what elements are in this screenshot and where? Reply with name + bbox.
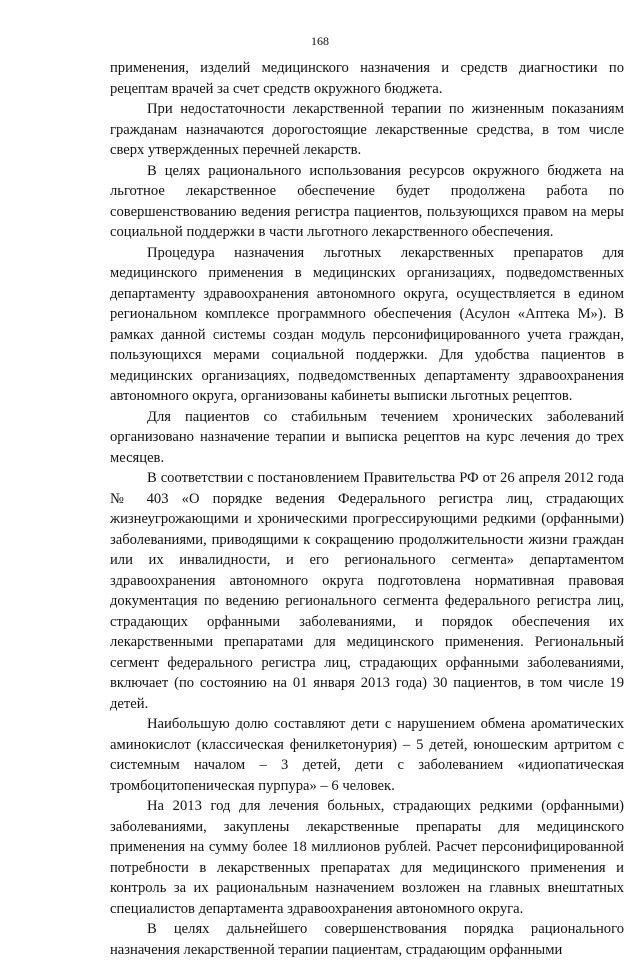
page-number: 168 xyxy=(311,34,329,48)
paragraph-children-share: Наибольшую долю составляют дети с нарушением обмена ароматических аминокислот (классическая фенилкетонурия) – 5 детей, юношеским артритом с системным началом – 3 детей, дети с заболеванием «идиопатическая тромбоцитопеническая пурпура» – 6 человек. xyxy=(110,716,624,794)
paragraph-prescription-procedure: Процедура назначения льготных лекарственных препаратов для медицинского применения в медицинских организациях, подведомственных департаменту здравоохранения автономного округа, осуществляется в едином региональном комплексе программного обеспечения (Асулон «Аптека М»). В рамках данной системы создан модуль персонифицированного учета граждан, пользующихся мерами социальной поддержки. Для удобства пациентов в медицинских организациях, подведомственных департаменту здравоохранения автономного округа, организованы кабинеты выписки льготных рецептов. xyxy=(110,244,624,404)
paragraph-further-improvement: В целях дальнейшего совершенствования порядка рационального назначения лекарственной терапии пациентам, страдающим орфанными xyxy=(110,921,624,958)
paragraph-patient-register: В целях рационального использования ресурсов окружного бюджета на льготное лекарственное обеспечение будет продолжена работа по совершенствованию ведения регистра пациентов, пользующихся правом на меры социальной поддержки в части льготного лекарственного обеспечения. xyxy=(110,162,624,240)
paragraph-chronic-patients: Для пациентов со стабильным течением хронических заболеваний организовано назначение терапии и выписка рецептов на курс лечения до трех месяцев. xyxy=(110,408,624,466)
body-text xyxy=(110,58,624,960)
paragraph-continued: применения, изделий медицинского назначения и средств диагностики по рецептам врачей за счет средств окружного бюджета. xyxy=(110,60,624,97)
paragraph-procurement-2013: На 2013 год для лечения больных, страдающих редкими (орфанными) заболеваниями, закуплены лекарственные препараты для медицинского применения на сумму более 18 миллионов рублей. Расчет персонифицированной потребности в лекарственных препаратах для медицинского применения и контроль за их рациональным назначением возложен на главных внештатных специалистов департамента здравоохранения автономного округа. xyxy=(110,798,624,917)
paragraph-orphan-register: В соответствии с постановлением Правительства РФ от 26 апреля 2012 года № 403 «О порядке ведения Федерального регистра лиц, страдающих жизнеугрожающими и хроническими прогрессирующими редкими (орфанными) заболеваниями, приводящими к сокращению продолжительности жизни граждан или их инвалидности, и его регионального сегмента» департаментом здравоохранения автономного округа подготовлена нормативная правовая документация по ведению регионального сегмента федерального регистра лиц, страдающих орфанными заболеваниями, и порядок обеспечения их лекарственными препаратами для медицинского применения. Региональный сегмент федерального регистра лиц, страдающих орфанными заболеваниями, включает (по состоянию на 01 января 2013 года) 30 пациентов, в том числе 19 детей. xyxy=(110,470,624,712)
paragraph-expensive-drugs: При недостаточности лекарственной терапии по жизненным показаниям гражданам назначаются дорогостоящие лекарственные средства, в том числе сверх утвержденных перечней лекарств. xyxy=(110,101,624,158)
